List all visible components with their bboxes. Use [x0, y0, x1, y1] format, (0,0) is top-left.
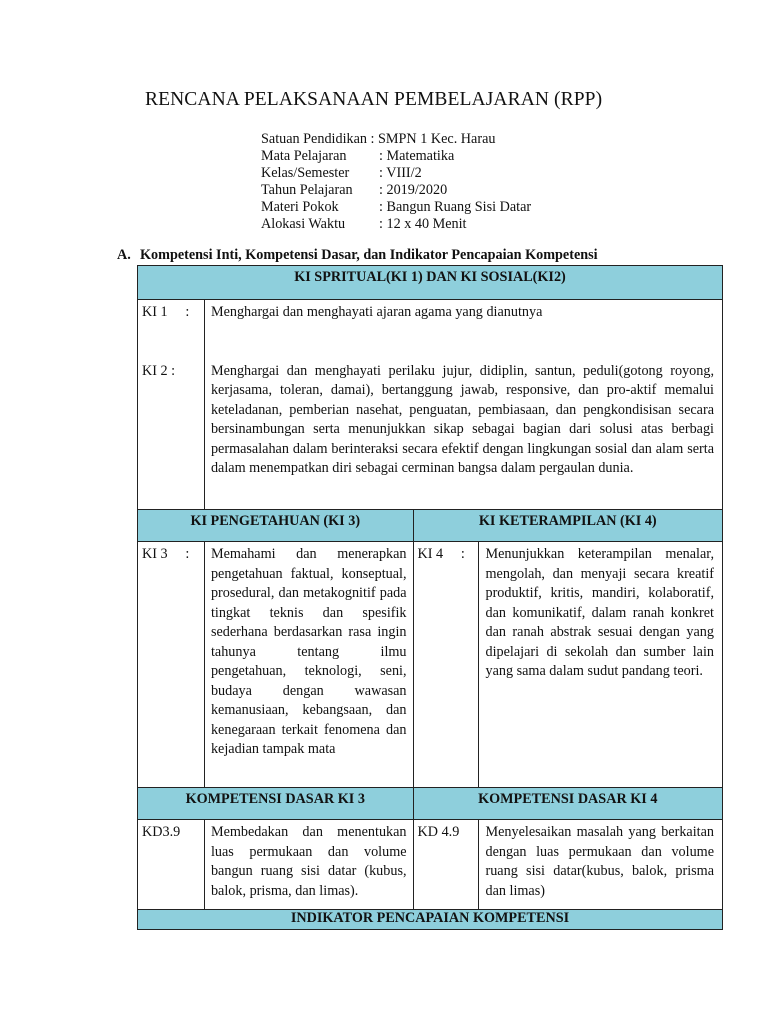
- ki4-code: KI 4 :: [413, 542, 479, 788]
- table-row-ki1-ki2: [138, 300, 723, 510]
- identity-key: Mata Pelajaran: [261, 148, 347, 164]
- kd39-text: Membedakan dan menentukan luas permukaan dan volume bangun ruang sisi datar (kubus, balok, prisma, dan limas).: [204, 820, 413, 910]
- identity-key: Tahun Pelajaran: [261, 182, 353, 198]
- kd49-text: Menyelesaikan masalah yang berkaitan dengan luas permukaan dan volume ruang sisi datar(kubus, balok, prisma dan limas): [479, 820, 723, 910]
- document-title: RENCANA PELAKSANAAN PEMBELAJARAN (RPP): [145, 89, 603, 110]
- kd49-code: KD 4.9: [413, 820, 479, 910]
- ki2-text: Menghargai dan menghayati perilaku jujur, didiplin, santun, peduli(gotong royong, kerjasama, toleran, damai), bertanggung jawab, responsive, dan pro-aktif memalui keteladanan, pemberian nasehat, penguatan, pembiasaan, dan pengkondisisan secara bersinambungan serta menunjukkan sikap sebagai bagian dari solusi atas berbagi permasalahan dalam berinteraksi secara efektif dengan lingkungan sosial dan alam serta dalam menempatkan diri sebagai cerminan bangsa dalam pergaulan dunia.: [210, 362, 714, 476]
- identity-block: [261, 131, 531, 233]
- header-ki3-pengetahuan: KI PENGETAHUAN (KI 3): [138, 510, 414, 542]
- identity-value: : 2019/2020: [379, 182, 448, 198]
- table-header-row: [138, 266, 723, 300]
- identity-key: Satuan Pendidikan: [261, 131, 367, 147]
- section-marker: A.: [117, 247, 131, 263]
- table-header-row: [138, 510, 723, 542]
- ki1-text: Menghargai dan menghayati ajaran agama yang dianutnya: [210, 304, 543, 320]
- identity-key: Alokasi Waktu: [261, 216, 346, 232]
- table-row-kd39-kd49: [138, 820, 723, 910]
- ki2-code: KI 2 :: [142, 362, 176, 379]
- identity-row-alokasi: [261, 216, 531, 233]
- table-header-row: [138, 910, 723, 930]
- kd39-code: KD3.9: [138, 820, 205, 910]
- identity-value: : Bangun Ruang Sisi Datar: [379, 199, 532, 215]
- identity-value: : VIII/2: [379, 165, 422, 181]
- header-ki4-keterampilan: KI KETERAMPILAN (KI 4): [413, 510, 722, 542]
- ki3-text: Memahami dan menerapkan pengetahuan faktual, konseptual, prosedural, dan metakognitif pada tingkat teknis dan spesifik sederhana berdasarkan rasa ingin tahunya tentang ilmu pengetahuan, teknologi, seni, budaya dengan wawasan kemanusiaan, kebangsaan, dan kenegaraan terkait fenomena dan kejadian tampak mata: [204, 542, 413, 788]
- identity-key: Kelas/Semester: [261, 165, 350, 181]
- competency-table: [137, 265, 723, 930]
- identity-value: : Matematika: [379, 148, 455, 164]
- header-indikator: INDIKATOR PENCAPAIAN KOMPETENSI: [138, 910, 723, 930]
- identity-row-kelas: [261, 165, 531, 182]
- section-a-heading: [117, 247, 598, 264]
- identity-row-satuan: [261, 131, 531, 148]
- header-kd-ki3: KOMPETENSI DASAR KI 3: [138, 788, 414, 820]
- identity-key: Materi Pokok: [261, 199, 339, 215]
- identity-row-mapel: [261, 148, 531, 165]
- ki3-code: KI 3 :: [138, 542, 205, 788]
- ki1-code: KI 1 :: [142, 304, 190, 320]
- identity-row-materi: [261, 199, 531, 216]
- ki4-text: Menunjukkan keterampilan menalar, mengolah, dan menyaji secara kreatif produktif, kritis, mandiri, kolaboratif, dan komunikatif, dalam ranah konkret dan ranah abstrak sesuai dengan yang dipelajari di sekolah dan sumber lain yang sama dalam sudut pandang teori.: [479, 542, 723, 788]
- ki1-ki2-code-cell: [138, 300, 205, 510]
- header-kd-ki4: KOMPETENSI DASAR KI 4: [413, 788, 722, 820]
- identity-row-tahun: [261, 182, 531, 199]
- table-row-ki3-ki4: [138, 542, 723, 788]
- identity-value: : SMPN 1 Kec. Harau: [370, 131, 496, 147]
- ki1-ki2-description-cell: [204, 300, 722, 510]
- section-title: Kompetensi Inti, Kompetensi Dasar, dan Indikator Pencapaian Kompetensi: [140, 247, 598, 263]
- table-header-row: [138, 788, 723, 820]
- header-ki-spiritual-sosial: KI SPRITUAL(KI 1) DAN KI SOSIAL(KI2): [138, 266, 723, 300]
- identity-value: : 12 x 40 Menit: [379, 216, 467, 232]
